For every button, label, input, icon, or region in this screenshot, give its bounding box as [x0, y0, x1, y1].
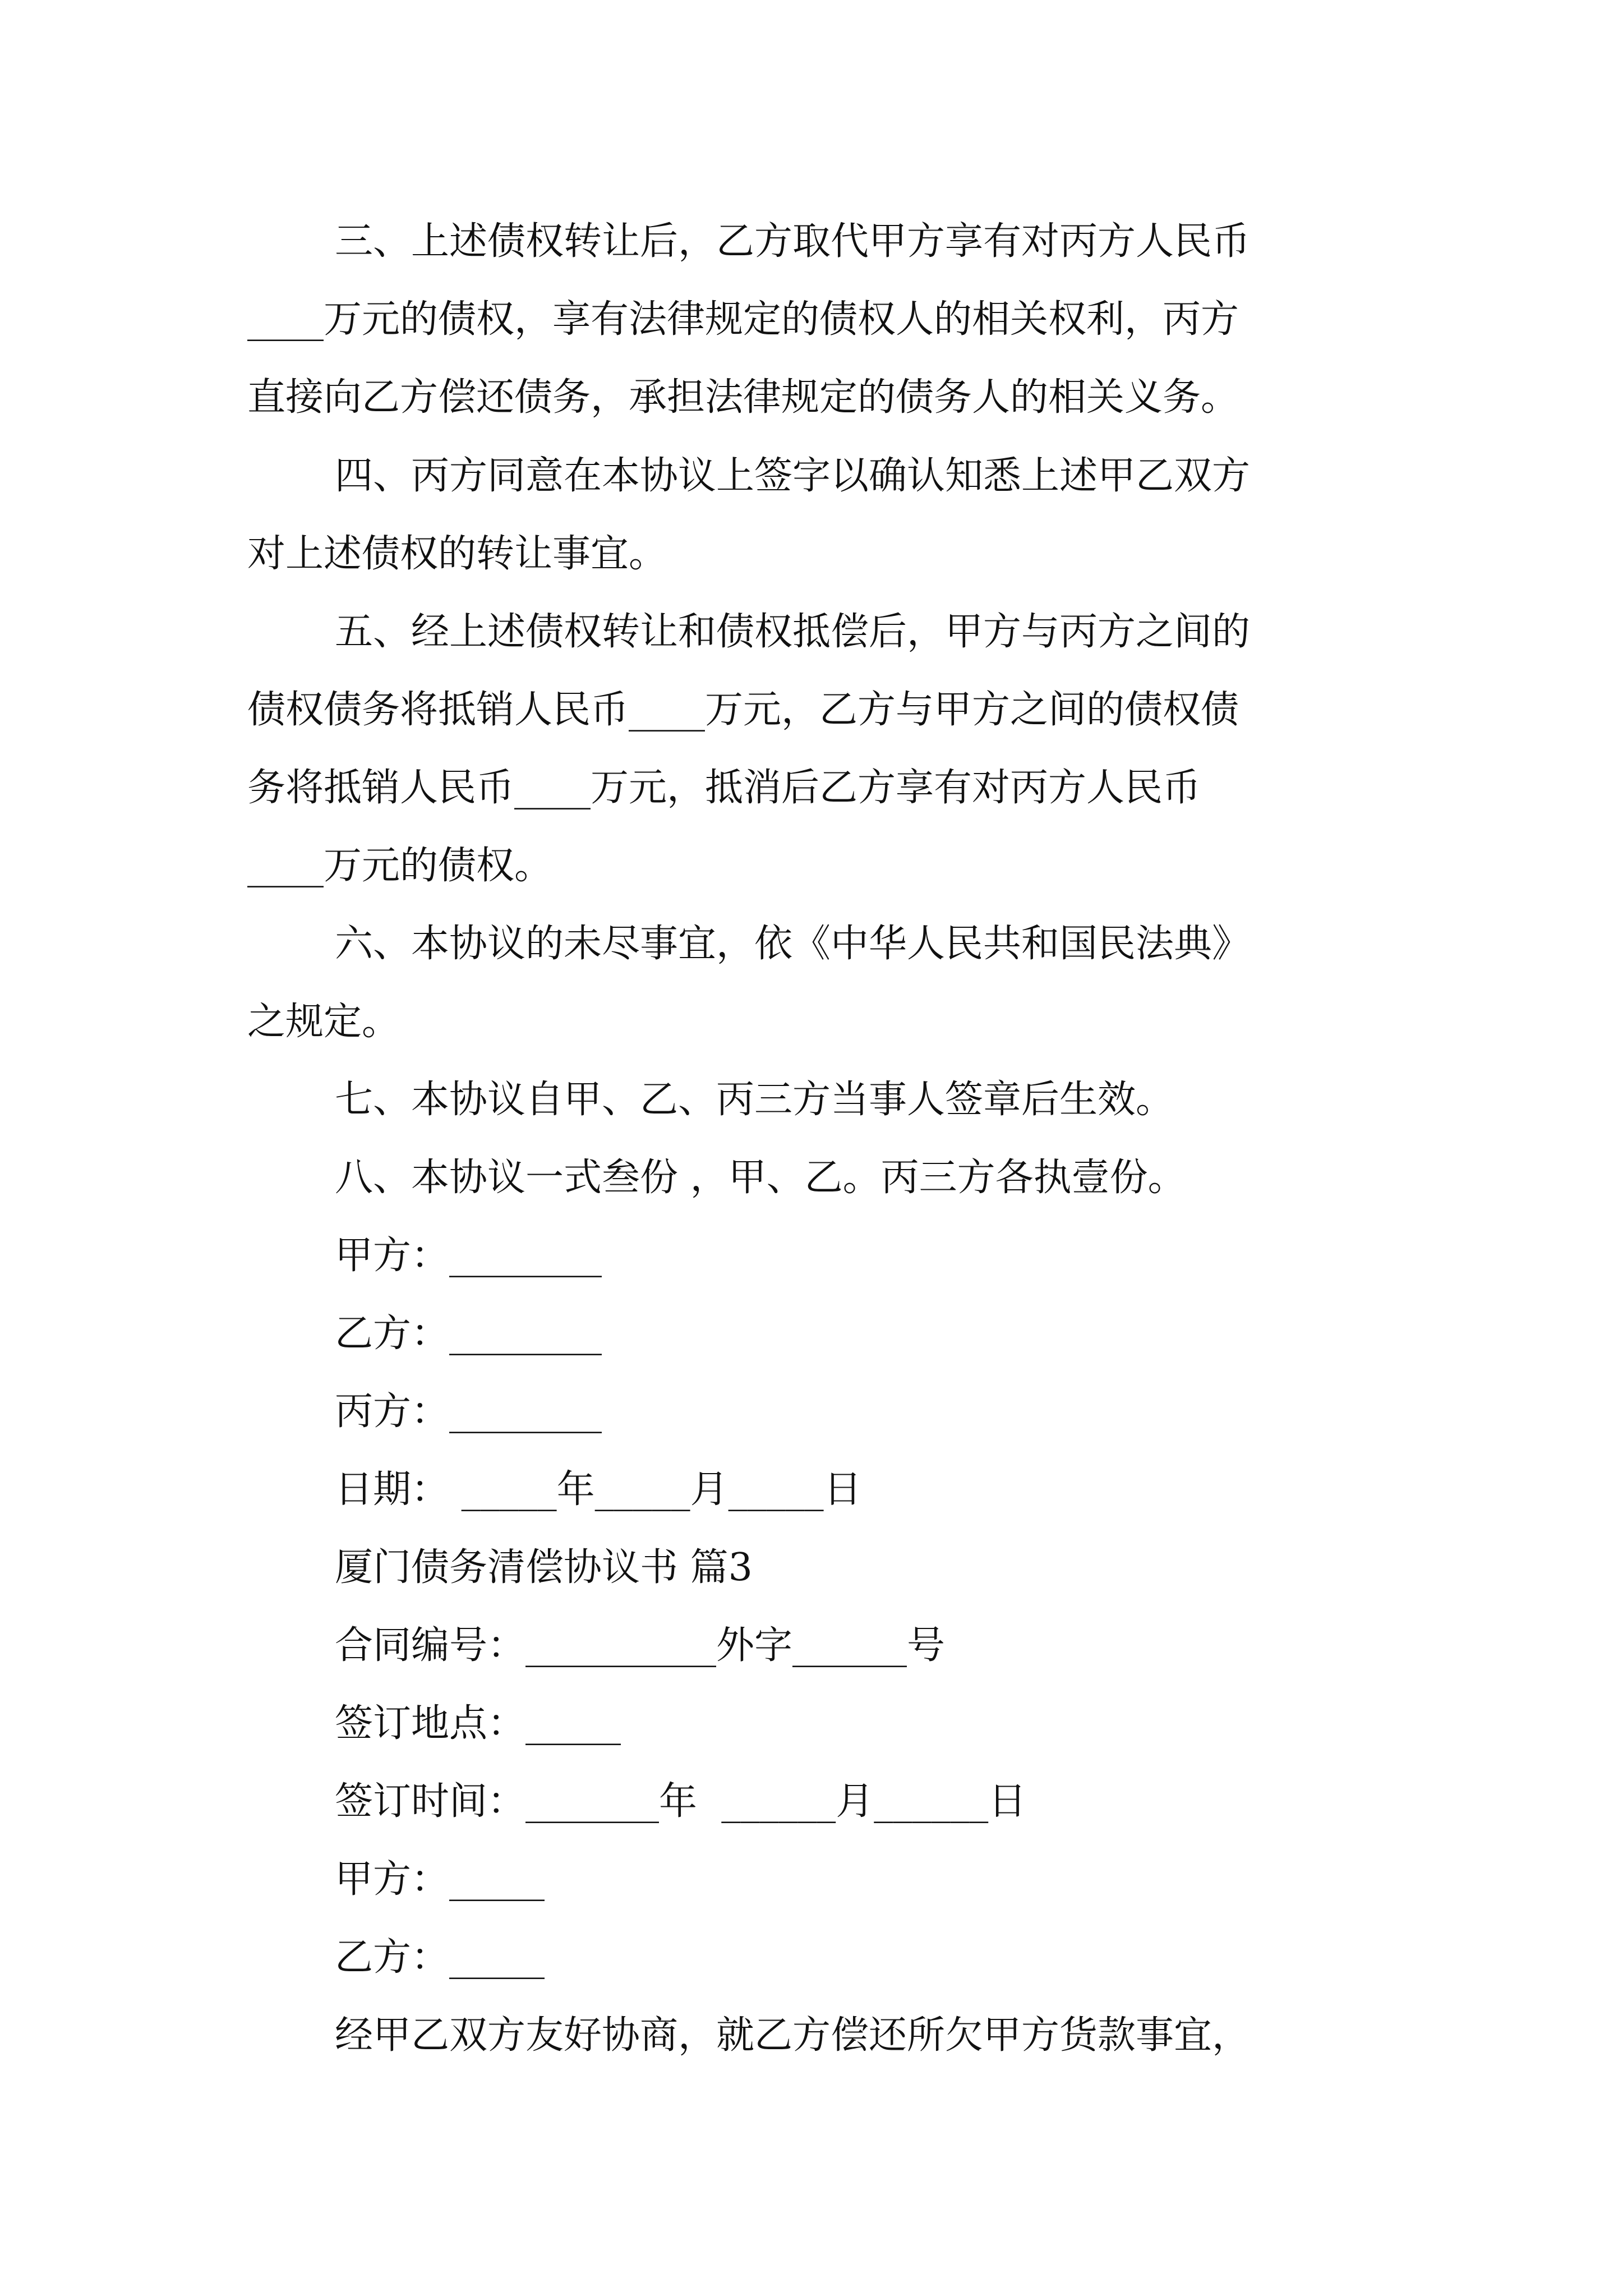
signature-party-a: 甲方：________ — [335, 1234, 602, 1278]
signing-place: 签订地点：_____ — [335, 1701, 621, 1746]
paragraph-7: 七、本协议自甲、乙、丙三方当事人签章后生效。 — [335, 1078, 1174, 1122]
paragraph-4-line-1: 四、丙方同意在本协议上签字以确认知悉上述甲乙双方 — [335, 454, 1251, 498]
paragraph-3-line-1: 三、上述债权转让后，乙方取代甲方享有对丙方人民币 — [335, 219, 1251, 264]
party-a: 甲方：_____ — [335, 1857, 545, 1902]
paragraph-5-line-1: 五、经上述债权转让和债权抵偿后，甲方与丙方之间的 — [335, 610, 1251, 654]
paragraph-8: 八、本协议一式叁份 ，甲、乙。丙三方各执壹份。 — [335, 1156, 1186, 1200]
signature-party-b: 乙方：________ — [335, 1312, 602, 1356]
paragraph-5-line-4: ____万元的债权。 — [247, 844, 553, 888]
contract-number: 合同编号：__________外字______号 — [335, 1623, 946, 1668]
section-title: 厦门债务清偿协议书 篇3 — [335, 1545, 753, 1590]
paragraph-5-line-3: 务将抵销人民币____万元，抵消后乙方享有对丙方人民币 — [247, 766, 1201, 810]
paragraph-3-line-3: 直接向乙方偿还债务，承担法律规定的债务人的相关义务。 — [247, 375, 1239, 420]
signature-date: 日期： _____年_____月_____日 — [335, 1467, 862, 1512]
paragraph-3-line-2: ____万元的债权，享有法律规定的债权人的相关权利，丙方 — [247, 297, 1239, 342]
party-b: 乙方：_____ — [335, 1935, 545, 1980]
paragraph-5-line-2: 债权债务将抵销人民币____万元，乙方与甲方之间的债权债 — [247, 688, 1239, 732]
paragraph-6-line-1: 六、本协议的未尽事宜，依《中华人民共和国民法典》 — [335, 922, 1251, 966]
paragraph-6-line-2: 之规定。 — [247, 1000, 400, 1044]
intro-paragraph: 经甲乙双方友好协商，就乙方偿还所欠甲方货款事宜， — [335, 2013, 1251, 2058]
signature-party-c: 丙方：________ — [335, 1389, 602, 1434]
paragraph-4-line-2: 对上述债权的转让事宜。 — [247, 532, 667, 576]
signing-time: 签订时间：_______年 ______月______日 — [335, 1779, 1027, 1824]
